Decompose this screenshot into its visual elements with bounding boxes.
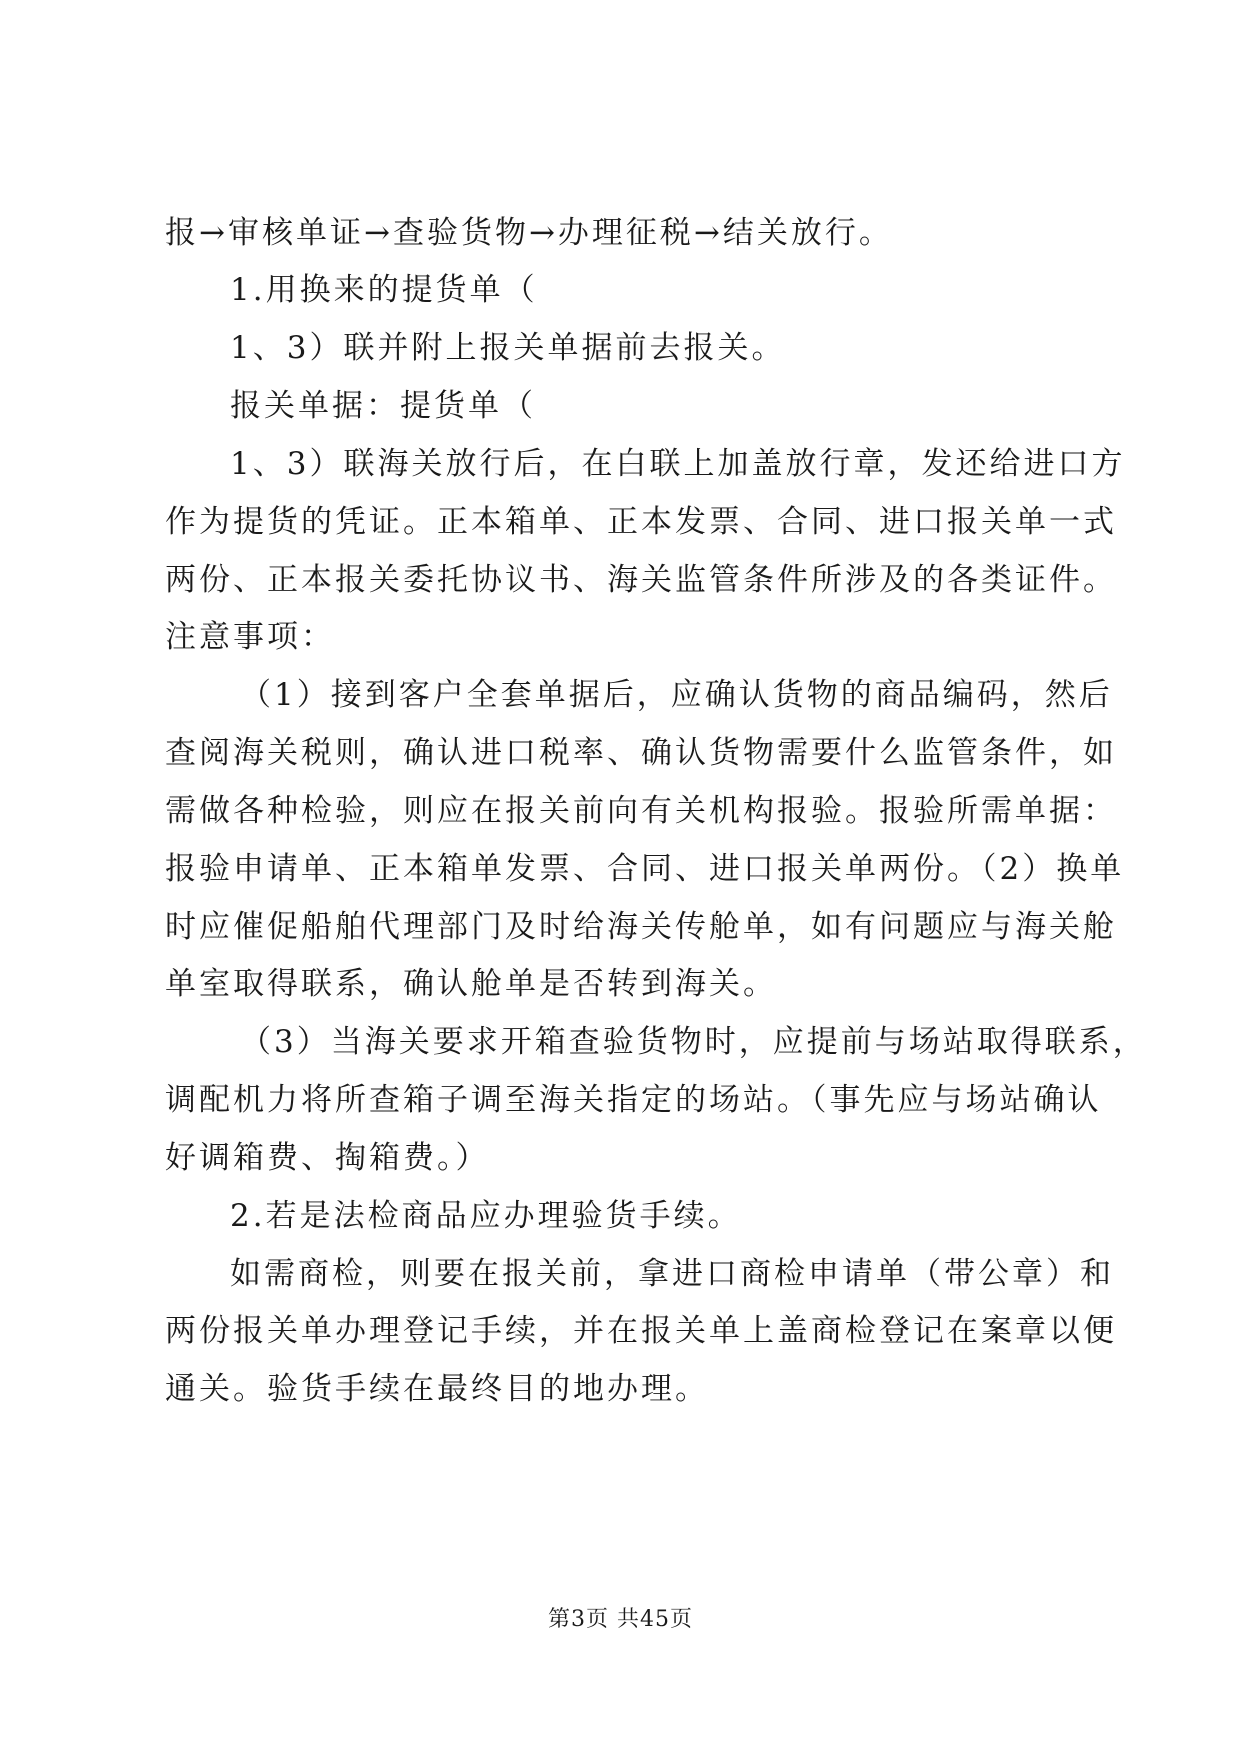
text-line: 1.用换来的提货单（: [230, 272, 538, 308]
text-line: 1、3）联海关放行后，在白联上加盖放行章，发还给进口方: [230, 446, 1126, 482]
text-line: 报→审核单证→查验货物→办理征税→结关放行。: [165, 215, 893, 251]
text-line: 如需商检，则要在报关前，拿进口商检申请单（带公章）和: [230, 1256, 1114, 1292]
text-line: （1）接到客户全套单据后，应确认货物的商品编码，然后: [240, 677, 1113, 713]
text-line: 报验申请单、正本箱单发票、合同、进口报关单两份。（2）换单: [165, 851, 1125, 887]
text-line: 1、3）联并附上报关单据前去报关。: [230, 330, 786, 366]
text-line: 好调箱费、掏箱费。）: [165, 1140, 490, 1176]
text-line: 作为提货的凭证。正本箱单、正本发票、合同、进口报关单一式: [165, 504, 1117, 540]
text-line: 查阅海关税则，确认进口税率、确认货物需要什么监管条件，如: [165, 735, 1117, 771]
text-line: 单室取得联系，确认舱单是否转到海关。: [165, 966, 777, 1002]
text-line: 调配机力将所查箱子调至海关指定的场站。（事先应与场站确认: [165, 1082, 1102, 1118]
page-footer: 第3页 共45页: [548, 1607, 693, 1632]
section-heading: 注意事项：: [165, 619, 335, 655]
text-line: 报关单据：提货单（: [230, 388, 536, 424]
text-line: 两份、正本报关委托协议书、海关监管条件所涉及的各类证件。: [165, 562, 1117, 598]
text-line: （3）当海关要求开箱查验货物时，应提前与场站取得联系，: [240, 1024, 1147, 1060]
text-line: 通关。验货手续在最终目的地办理。: [165, 1371, 709, 1407]
text-line: 2.若是法检商品应办理验货手续。: [230, 1198, 742, 1234]
text-line: 时应催促船舶代理部门及时给海关传舱单，如有问题应与海关舱: [165, 909, 1117, 945]
text-line: 需做各种检验，则应在报关前向有关机构报验。报验所需单据：: [165, 793, 1117, 829]
text-line: 两份报关单办理登记手续，并在报关单上盖商检登记在案章以便: [165, 1313, 1117, 1349]
